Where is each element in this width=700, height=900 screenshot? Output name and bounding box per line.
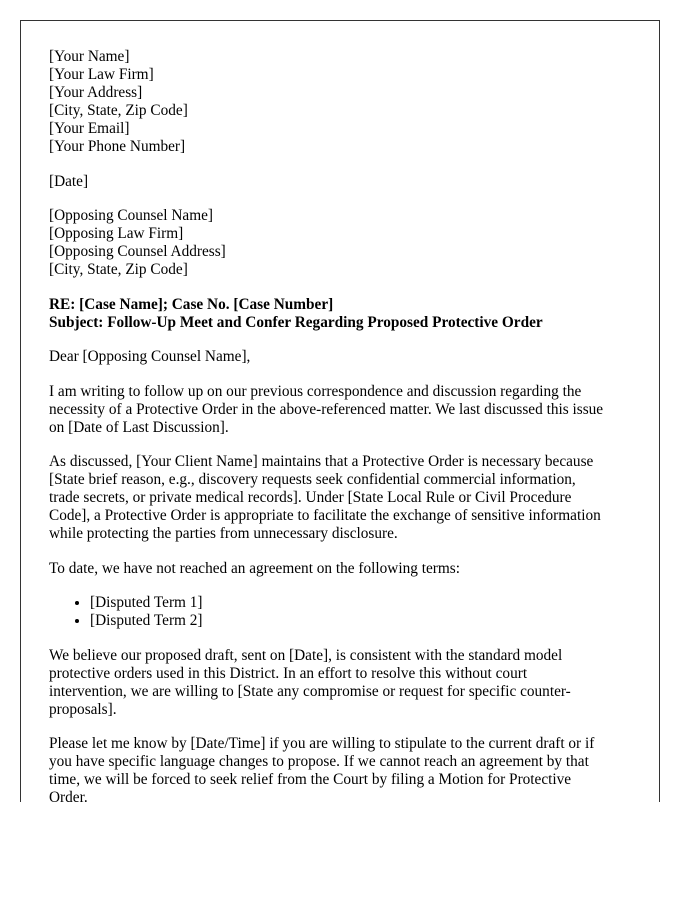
sender-name: [Your Name]	[49, 48, 130, 65]
text-line: Order.	[49, 789, 88, 802]
sender-firm: [Your Law Firm]	[49, 66, 154, 83]
sender-address: [Your Address]	[49, 84, 143, 101]
letter-page	[20, 20, 660, 802]
disputed-terms-list	[49, 594, 649, 630]
text-line: Code], a Protective Order is appropriate to facilitate the exchange of sensitive information	[49, 507, 601, 524]
text-line: Please let me know by [Date/Time] if you are willing to stipulate to the current draft or if	[49, 735, 595, 752]
letter-date: [Date]	[49, 172, 89, 190]
recipient-city: [City, State, Zip Code]	[49, 261, 188, 278]
text-line: time, we will be forced to seek relief from the Court by filing a Motion for Protective	[49, 771, 572, 788]
text-line: As discussed, [Your Client Name] maintains that a Protective Order is necessary because	[49, 453, 594, 470]
text-line: you have specific language changes to propose. If we cannot reach an agreement by that	[49, 753, 589, 770]
recipient-firm: [Opposing Law Firm]	[49, 225, 184, 242]
paragraph-1	[49, 383, 649, 437]
list-item: • [Disputed Term 2]	[90, 612, 649, 630]
list-item: • [Disputed Term 1]	[90, 594, 649, 612]
salutation: Dear [Opposing Counsel Name],	[49, 348, 251, 365]
text-line: trade secrets, or private medical records]. Under [State Local Rule or Civil Procedure	[49, 489, 572, 506]
text-line: while protecting the parties from unnecessary disclosure.	[49, 525, 398, 542]
recipient-name: [Opposing Counsel Name]	[49, 207, 213, 224]
subject-line: Subject: Follow-Up Meet and Confer Regarding Proposed Protective Order	[49, 313, 543, 331]
recipient-address: [Opposing Counsel Address]	[49, 243, 226, 260]
text-line: on [Date of Last Discussion].	[49, 418, 229, 436]
paragraph-5	[49, 735, 649, 802]
text-line: necessity of a Protective Order in the above-referenced matter. We last discussed this issue	[49, 400, 604, 418]
sender-email: [Your Email]	[49, 120, 130, 137]
text-line: intervention, we are willing to [State any compromise or request for specific counter-	[49, 682, 571, 700]
text-line: We believe our proposed draft, sent on [Date], is consistent with the standard model	[49, 646, 563, 664]
sender-phone: [Your Phone Number]	[49, 138, 186, 155]
sender-city: [City, State, Zip Code]	[49, 102, 188, 119]
text-line: protective orders used in this District. In an effort to resolve this without court	[49, 664, 528, 682]
subject-block	[49, 296, 649, 332]
text-line: I am writing to follow up on our previous correspondence and discussion regarding the	[49, 382, 582, 400]
recipient-block	[49, 207, 649, 279]
paragraph-2	[49, 453, 649, 543]
text-line: proposals].	[49, 700, 117, 718]
sender-block	[49, 48, 649, 156]
paragraph-3: To date, we have not reached an agreement on the following terms:	[49, 559, 460, 577]
re-line: RE: [Case Name]; Case No. [Case Number]	[49, 295, 334, 313]
text-line: [State brief reason, e.g., discovery requests seek confidential commercial information,	[49, 471, 576, 488]
letter-content	[49, 48, 649, 802]
paragraph-4	[49, 647, 649, 719]
